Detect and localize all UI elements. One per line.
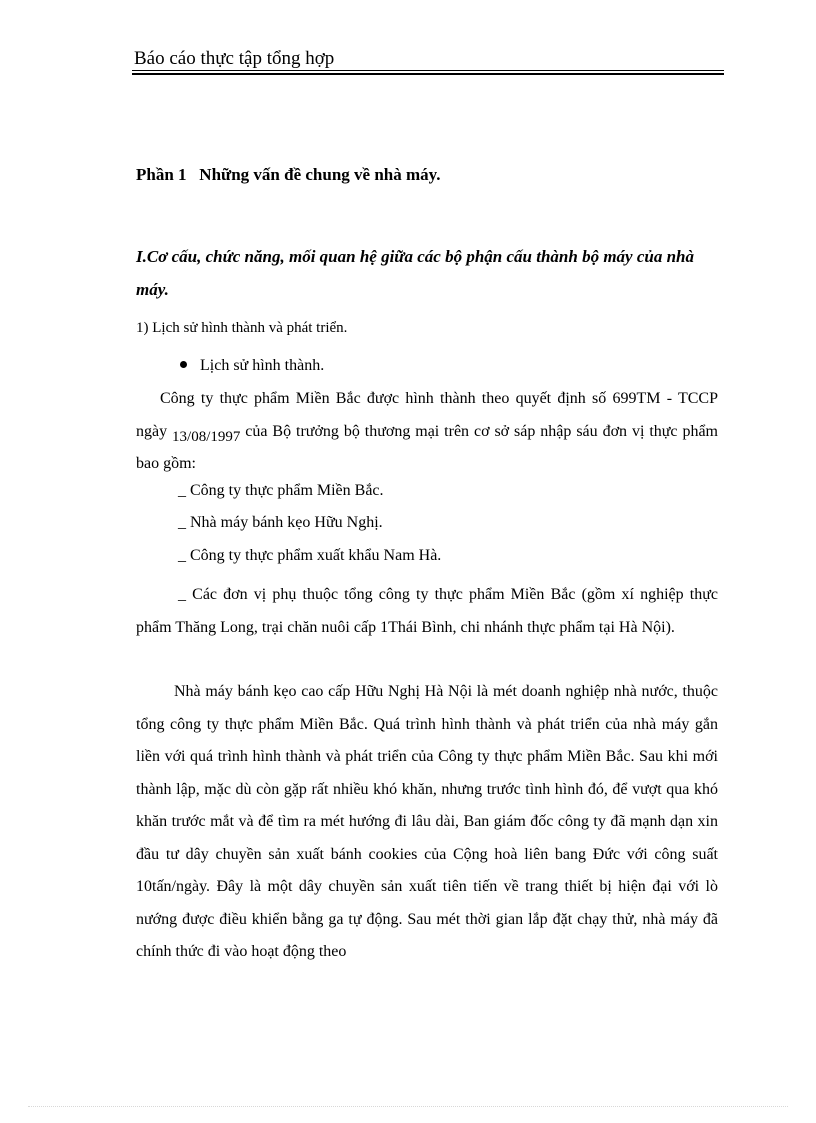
bullet-text: Lịch sử hình thành.	[200, 357, 325, 374]
paragraph-intro	[136, 383, 718, 481]
list-item: _ Công ty thực phẩm Miền Bắc.	[178, 482, 384, 499]
decision-date: 13/08/1997	[172, 428, 241, 445]
paragraph-intro-text-b: của Bộ trưởng bộ thương mại trên cơ sở sáp nhập sáu đơn vị thực phẩm bao gồm:	[136, 422, 719, 472]
list-item: _ Nhà máy bánh kẹo Hữu Nghị.	[178, 514, 383, 531]
section-heading: I.Cơ cấu, chức năng, mối quan hệ giữa các bộ phận cấu thành bộ máy của nhà máy.	[136, 247, 694, 299]
subsection-heading: 1) Lịch sử hình thành và phát triển.	[136, 320, 348, 336]
list-item: _ Công ty thực phẩm xuất khẩu Nam Hà.	[178, 547, 442, 564]
page-header-title: Báo cáo thực tập tổng hợp	[134, 48, 335, 69]
bullet-dot-icon	[180, 361, 187, 368]
header-rule-thick	[132, 73, 724, 75]
paragraph-intro-text-a: Công ty thực phẩm Miền Bắc được hình thành theo quyết định số 699TM - TCCP ngày	[136, 390, 718, 440]
footer-dotted-rule	[28, 1106, 788, 1107]
paragraph-factory-history: Nhà máy bánh kẹo cao cấp Hữu Nghị Hà Nội là mét doanh nghiệp nhà nước, thuộc tổng công ty thực phẩm Miền Bắc. Quá trình hình thành và phát triển của nhà máy gắn liền với quá trình hình thành và phát triển của Công ty thực phẩm Miền Bắc. Sau khi mới thành lập, mặc dù còn gặp rất nhiều khó khăn, nhưng trước tình hình đó, để vượt qua khó khăn trước mắt và để tìm ra mét hướng đi lâu dài, Ban giám đốc công ty đã mạnh dạn xin đầu tư dây chuyền sản xuất bánh cookies của Cộng hoà liên bang Đức với công suất 10tấn/ngày. Đây là một dây chuyền sản xuất tiên tiến về trang thiết bị hiện đại với lò nướng được điều khiển bằng ga tự động. Sau mét thời gian lắp đặt chạy thử, nhà máy đã chính thức đi vào hoạt động theo	[136, 683, 718, 960]
header-rule-thin	[132, 70, 724, 71]
part-heading: Phần 1 Những vấn đề chung về nhà máy.	[136, 165, 441, 184]
bullet-item	[180, 357, 324, 375]
paragraph-dependent-units: _ Các đơn vị phụ thuộc tổng công ty thực phẩm Miền Bắc (gồm xí nghiệp thực phẩm Thăng Long, trại chăn nuôi cấp 1Thái Bình, chi nhánh thực phẩm tại Hà Nội).	[136, 586, 718, 636]
